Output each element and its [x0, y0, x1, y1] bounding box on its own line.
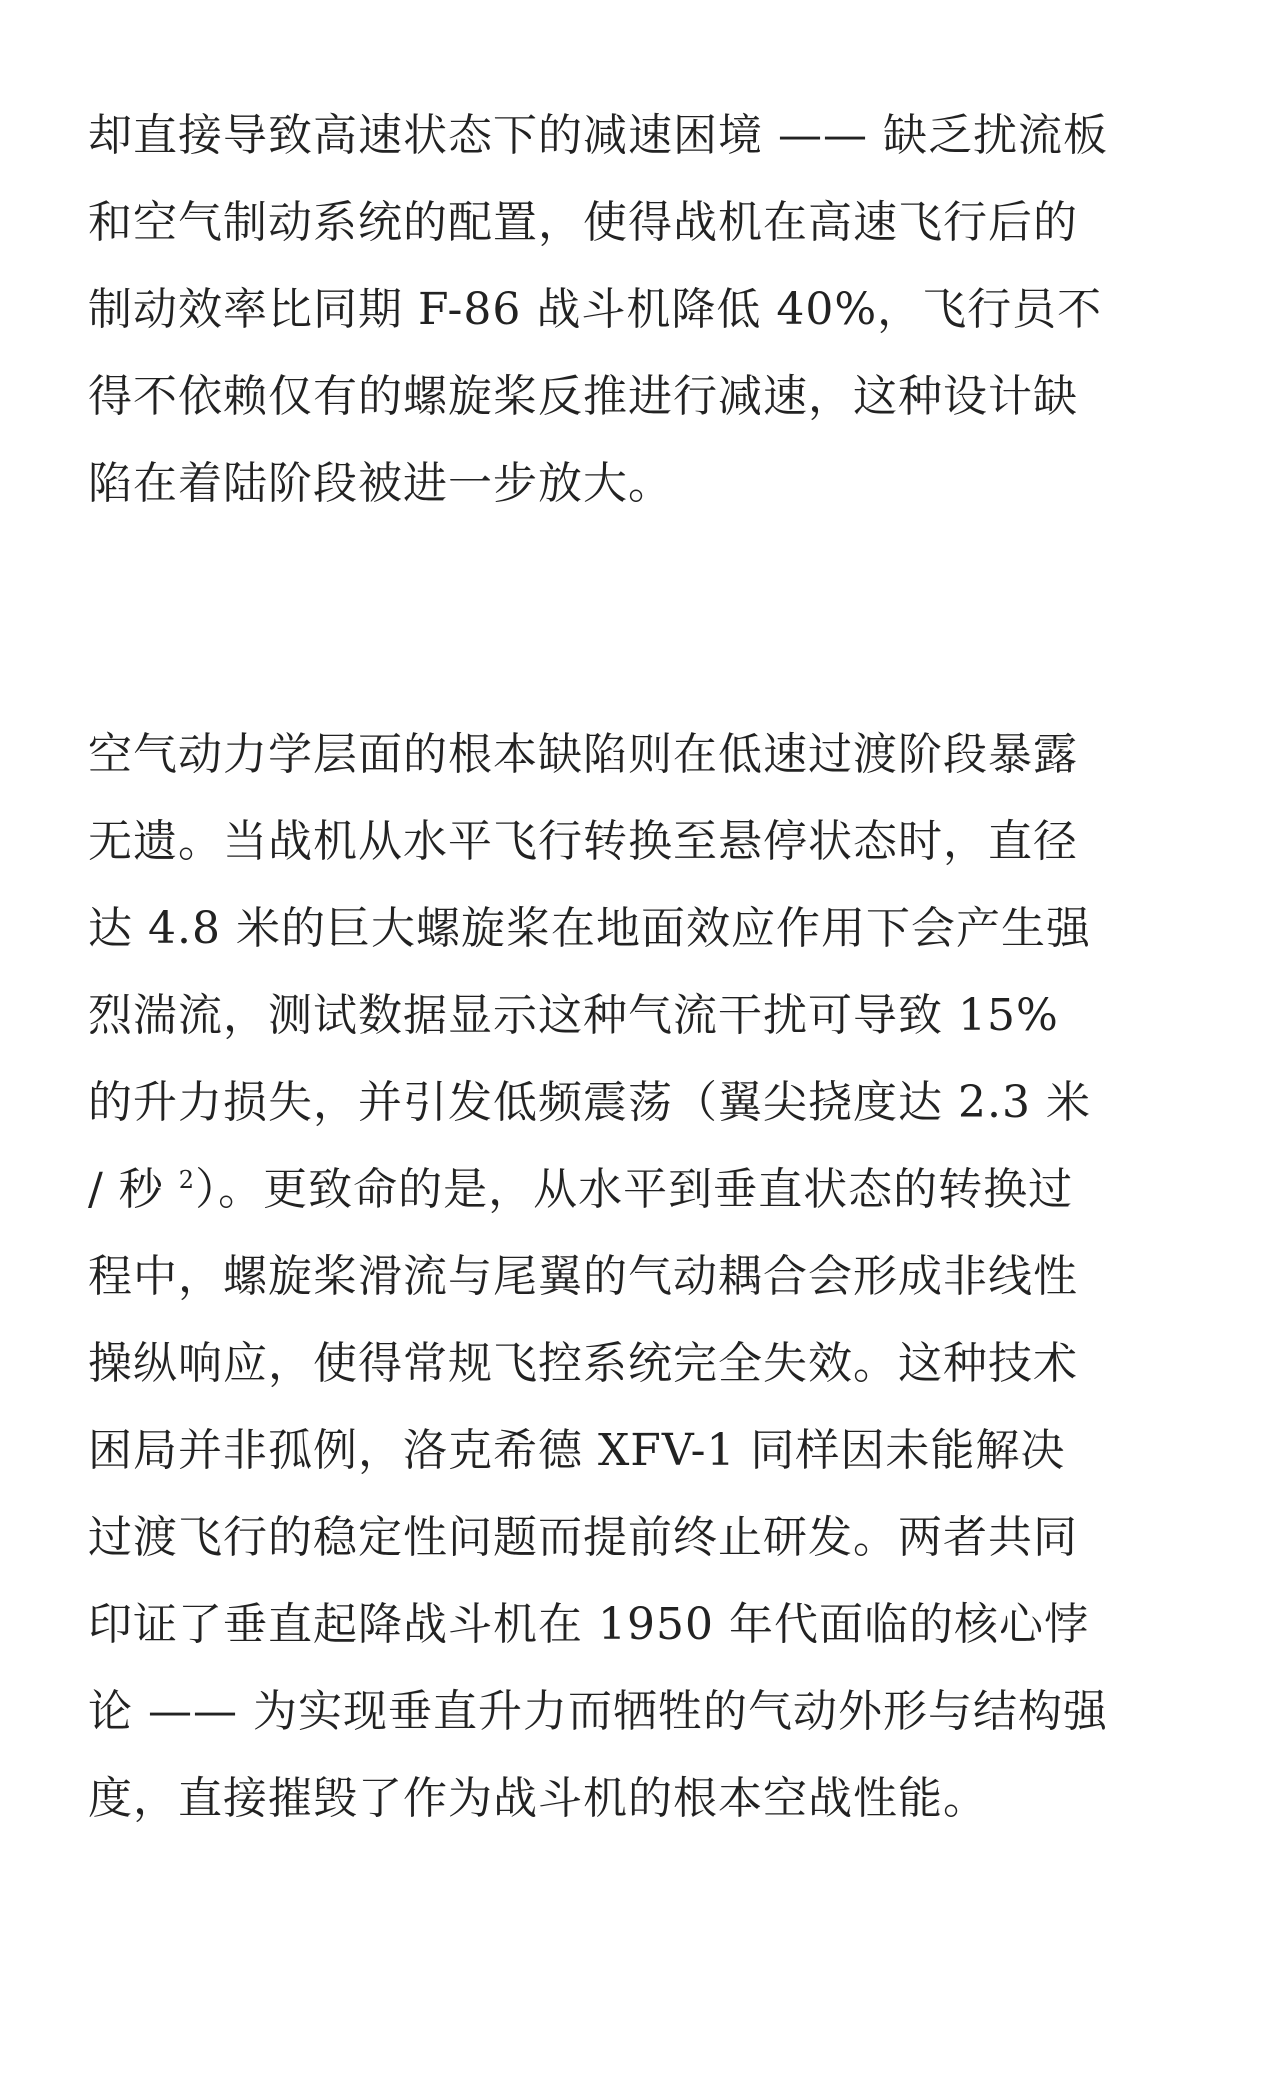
text-line: 达 4.8 米的巨大螺旋桨在地面效应作用下会产生强 [88, 903, 1091, 954]
text-line: 得不依赖仅有的螺旋桨反推进行减速，这种设计缺 [88, 371, 1078, 422]
text-line: 和空气制动系统的配置，使得战机在高速飞行后的 [88, 197, 1078, 248]
article-body [88, 92, 1196, 1842]
text-fragment: ）。更致命的是，从水平到垂直状态的转换过 [195, 1164, 1074, 1215]
text-line: 度，直接摧毁了作为战斗机的根本空战性能。 [88, 1773, 988, 1824]
paragraph-aerodynamic-flaws [88, 711, 1196, 1842]
text-line: 的升力损失，并引发低频震荡（翼尖挠度达 2.3 米 [88, 1077, 1091, 1128]
superscript: 2 [178, 1166, 196, 1194]
text-line: 无遗。当战机从水平飞行转换至悬停状态时，直径 [88, 816, 1078, 867]
text-line: 陷在着陆阶段被进一步放大。 [88, 458, 673, 509]
text-line: 制动效率比同期 F-86 战斗机降低 40%，飞行员不 [88, 284, 1103, 335]
text-fragment: / 秒 [88, 1164, 179, 1215]
text-line: 操纵响应，使得常规飞控系统完全失效。这种技术 [88, 1338, 1078, 1389]
text-line: 空气动力学层面的根本缺陷则在低速过渡阶段暴露 [88, 729, 1078, 780]
text-line: 论 —— 为实现垂直升力而牺牲的气动外形与结构强 [88, 1686, 1108, 1737]
text-line: 却直接导致高速状态下的减速困境 —— 缺乏扰流板 [88, 110, 1108, 161]
text-line: 烈湍流，测试数据显示这种气流干扰可导致 15% [88, 990, 1059, 1041]
paragraph-high-speed-braking [88, 92, 1196, 527]
text-line: 印证了垂直起降战斗机在 1950 年代面临的核心悖 [88, 1599, 1089, 1650]
text-line-with-superscript [88, 1146, 1196, 1233]
text-line: 程中，螺旋桨滑流与尾翼的气动耦合会形成非线性 [88, 1251, 1078, 1302]
text-line: 困局并非孤例，洛克希德 XFV-1 同样因未能解决 [88, 1425, 1066, 1476]
text-line: 过渡飞行的稳定性问题而提前终止研发。两者共同 [88, 1512, 1078, 1563]
